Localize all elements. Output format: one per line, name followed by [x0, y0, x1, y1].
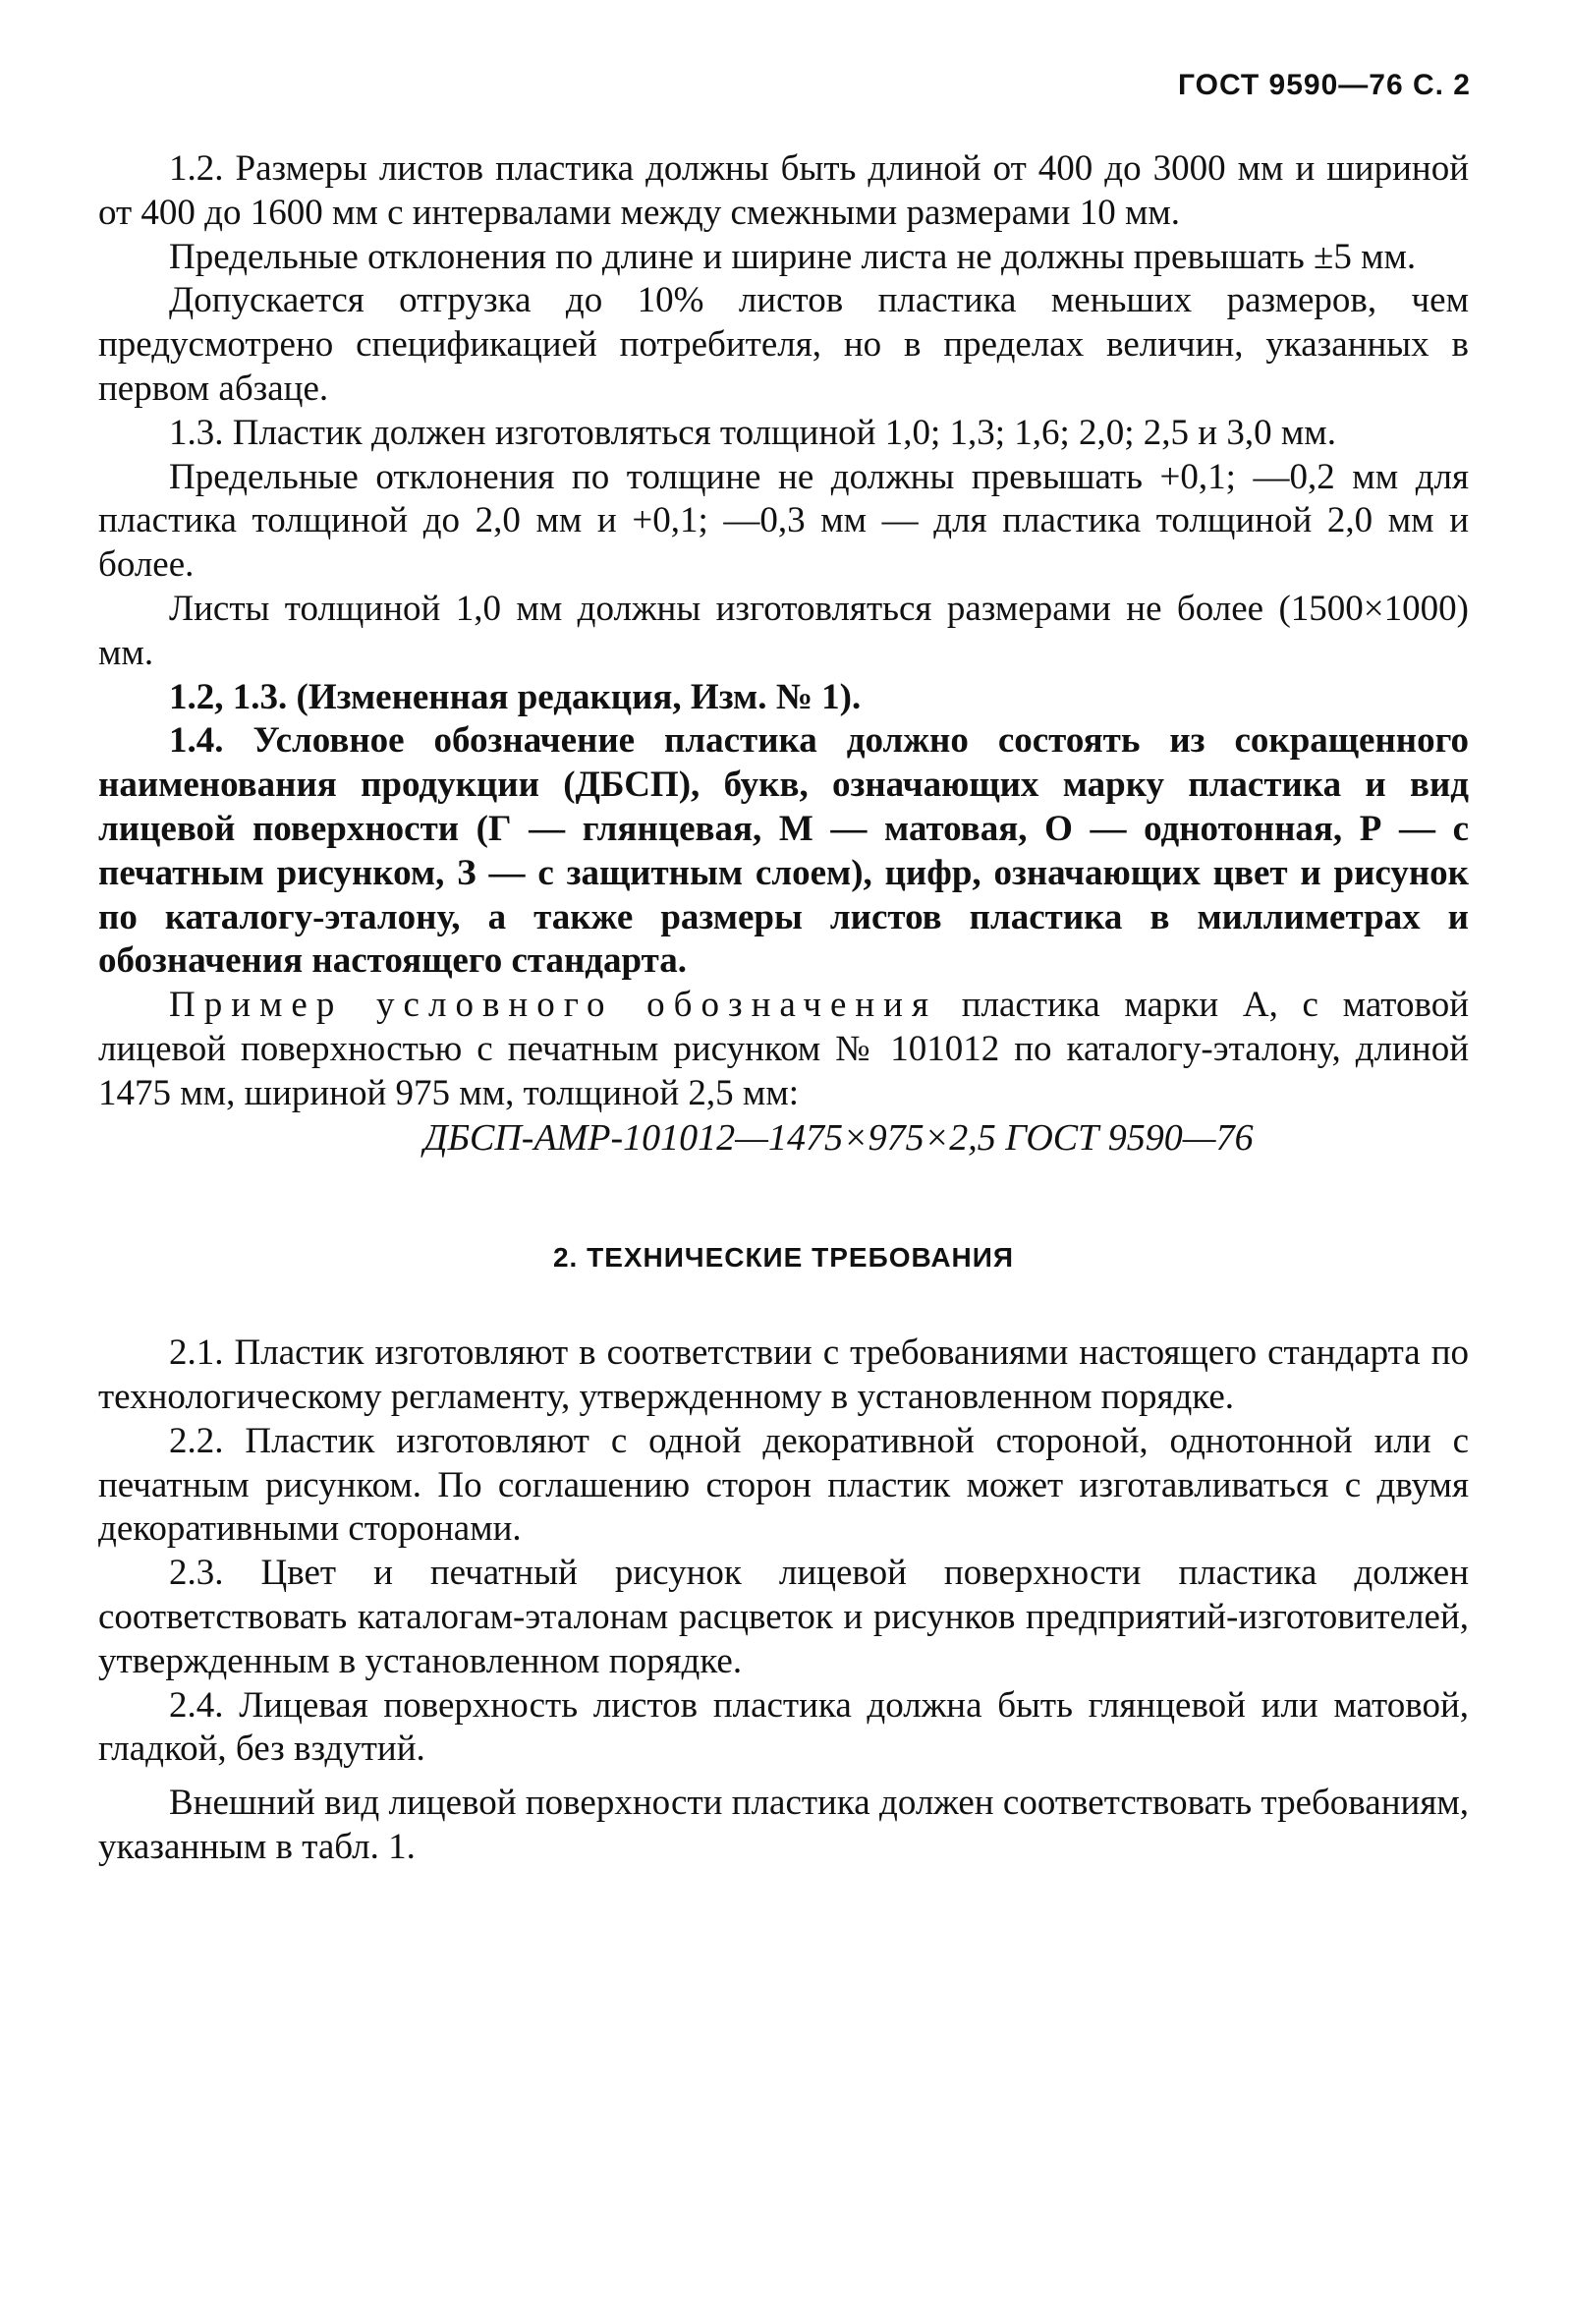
paragraph-sheet-size: Листы толщиной 1,0 мм должны изготовляться размерами не более (1500×1000) мм.: [98, 588, 1469, 673]
paragraph-2-4: 2.4. Лицевая поверхность листов пластика должна быть глянцевой или матовой, гладкой, без вздутий.: [98, 1684, 1469, 1770]
section-title: 2. ТЕХНИЧЕСКИЕ ТРЕБОВАНИЯ: [552, 1242, 1015, 1274]
example-label: Пример условного обозначения: [169, 985, 937, 1026]
amendment-note: 1.2, 1.3. (Измененная редакция, Изм. № 1).: [169, 676, 862, 717]
paragraph-2-3: 2.3. Цвет и печатный рисунок лицевой поверхности пластика должен соответствовать каталогам-эталонам расцветок и рисунков предприятий-изготовителей, утвержденным в установленном порядке.: [98, 1553, 1469, 1681]
paragraph-size-deviation: Предельные отклонения по длине и ширине листа не должны превышать ±5 мм.: [169, 236, 1417, 277]
example-paragraph: [98, 984, 1469, 1115]
paragraph-appearance: Внешний вид лицевой поверхности пластика должен соответствовать требованиям, указанным в табл. 1.: [98, 1783, 1469, 1867]
paragraph-1-2: 1.2. Размеры листов пластика должны быть длиной от 400 до 3000 мм и шириной от 400 до 1600 мм с интервалами между смежными размерами 10 мм.: [98, 148, 1469, 233]
document-body: [98, 147, 1469, 1870]
designation-formula: ДБСП-АМР-101012—1475×975×2,5 ГОСТ 9590—76: [423, 1116, 1254, 1159]
paragraph-1-3: 1.3. Пластик должен изготовляться толщиной 1,0; 1,3; 1,6; 2,0; 2,5 и 3,0 мм.: [169, 412, 1336, 453]
example-text: пластика марки А, с матовой лицевой поверхностью с печатным рисунком № 101012 по каталогу-эталону, длиной 1475 мм, шириной 975 мм, толщиной 2,5 мм:: [98, 985, 1469, 1113]
paragraph-shipment: Допускается отгрузка до 10% листов пластика меньших размеров, чем предусмотрено спецификацией потребителя, но в пределах величин, указанных в первом абзаце.: [98, 280, 1469, 409]
page-header: ГОСТ 9590—76 С. 2: [1178, 69, 1471, 101]
paragraph-2-1: 2.1. Пластик изготовляют в соответствии с требованиями настоящего стандарта по технологическому регламенту, утвержденному в установленном порядке.: [98, 1332, 1469, 1417]
paragraph-1-4: 1.4. Условное обозначение пластика должно состоять из сокращенного наименования продукции (ДБСП), букв, означающих марку пластика и вид лицевой поверхности (Г — глянцевая, М — матовая, О — однотонная, Р — с печатным рисунком, З — с защитным слоем), цифр, означающих цвет и рисунок по каталогу-эталону, а также размеры листов пластика в миллиметрах и обозначения настоящего стандарта.: [98, 720, 1469, 982]
paragraph-thickness-deviation: Предельные отклонения по толщине не должны превышать +0,1; —0,2 мм для пластика толщиной до 2,0 мм и +0,1; —0,3 мм — для пластика толщиной 2,0 мм и более.: [98, 456, 1469, 586]
paragraph-2-2: 2.2. Пластик изготовляют с одной декоративной стороной, однотонной или с печатным рисунком. По соглашению сторон пластик может изготавливаться с двумя декоративными сторонами.: [98, 1420, 1469, 1550]
